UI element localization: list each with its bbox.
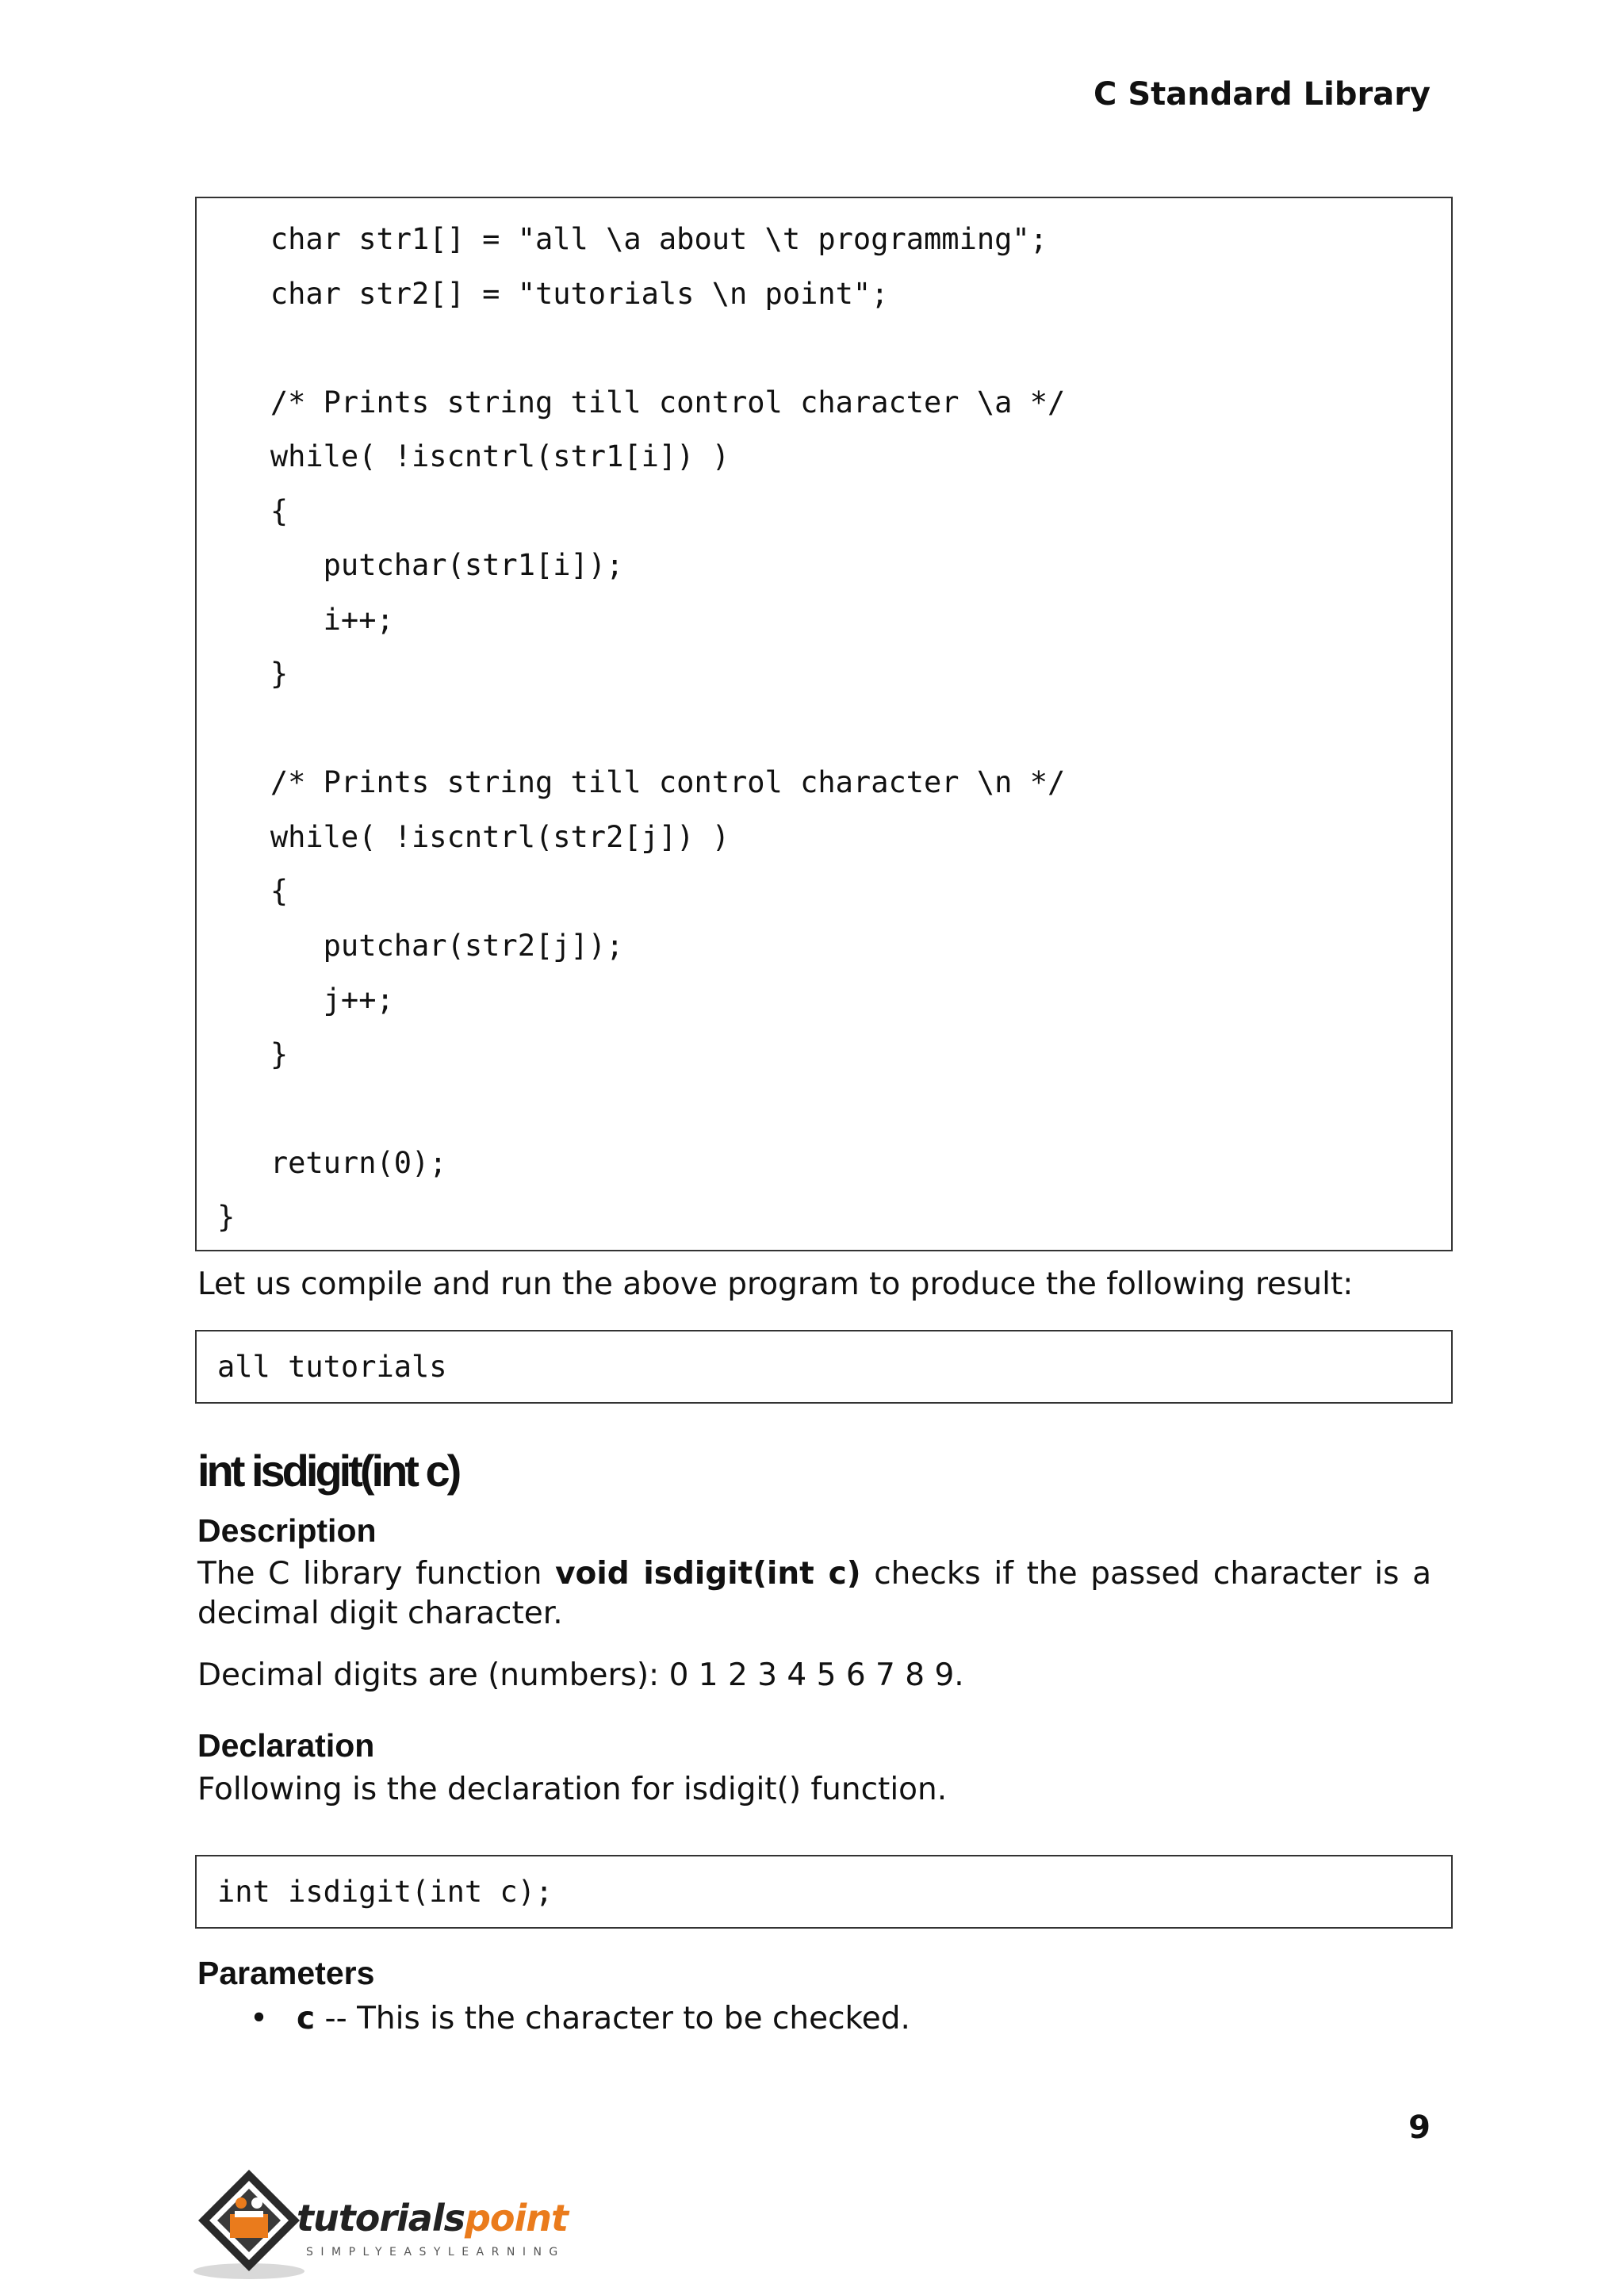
parameter-name: c — [297, 2001, 316, 2036]
bullet-icon: • — [250, 2001, 269, 2036]
compile-instruction: Let us compile and run the above program to produce the following result: — [197, 1266, 1354, 1302]
code-block-output — [195, 1330, 1453, 1404]
parameters-heading: Parameters — [197, 1955, 375, 1991]
logo-wordmark: tutorialspoint — [297, 2197, 569, 2239]
declaration-heading: Declaration — [197, 1727, 375, 1764]
list-item — [197, 1999, 910, 2039]
code-block-main — [195, 197, 1453, 1251]
logo-emblem-icon — [193, 2165, 312, 2284]
function-signature: void isdigit(int c) — [555, 1556, 861, 1592]
running-header: C Standard Library — [1094, 76, 1431, 113]
tutorialspoint-logo — [193, 2165, 574, 2284]
page-number: 9 — [1408, 2109, 1431, 2146]
description-suffix: checks if the passed character is a decimal digit character. — [197, 1556, 1431, 1631]
code-block-declaration — [195, 1855, 1453, 1929]
program-output: all tutorials — [217, 1350, 447, 1384]
declaration-code: int isdigit(int c); — [217, 1875, 553, 1909]
description-prefix: The C library function — [197, 1556, 556, 1592]
description-heading: Description — [197, 1512, 377, 1549]
code-listing: char str1[] = "all \a about \t programming"; char str2[] = "tutorials \n point"; /* Prints string till control character \a */ while( !iscntrl(str1[i]) ) { putchar(str1[i]); i++; } /* Prints string till control character \n */ while( !iscntrl(str2[j]) ) { putchar(str2[j]); j++; } return(0); } — [217, 222, 1066, 1234]
logo-tagline: SIMPLYEASYLEARNING — [306, 2246, 565, 2259]
digits-paragraph: Decimal digits are (numbers): 0 1 2 3 4 5 6 7 8 9. — [197, 1657, 964, 1693]
section-title: int isdigit(int c) — [197, 1446, 459, 1496]
parameters-list — [197, 1999, 910, 2039]
parameter-description: -- This is the character to be checked. — [315, 2001, 910, 2036]
description-paragraph — [197, 1554, 1431, 1634]
declaration-paragraph: Following is the declaration for isdigit() function. — [197, 1772, 948, 1807]
